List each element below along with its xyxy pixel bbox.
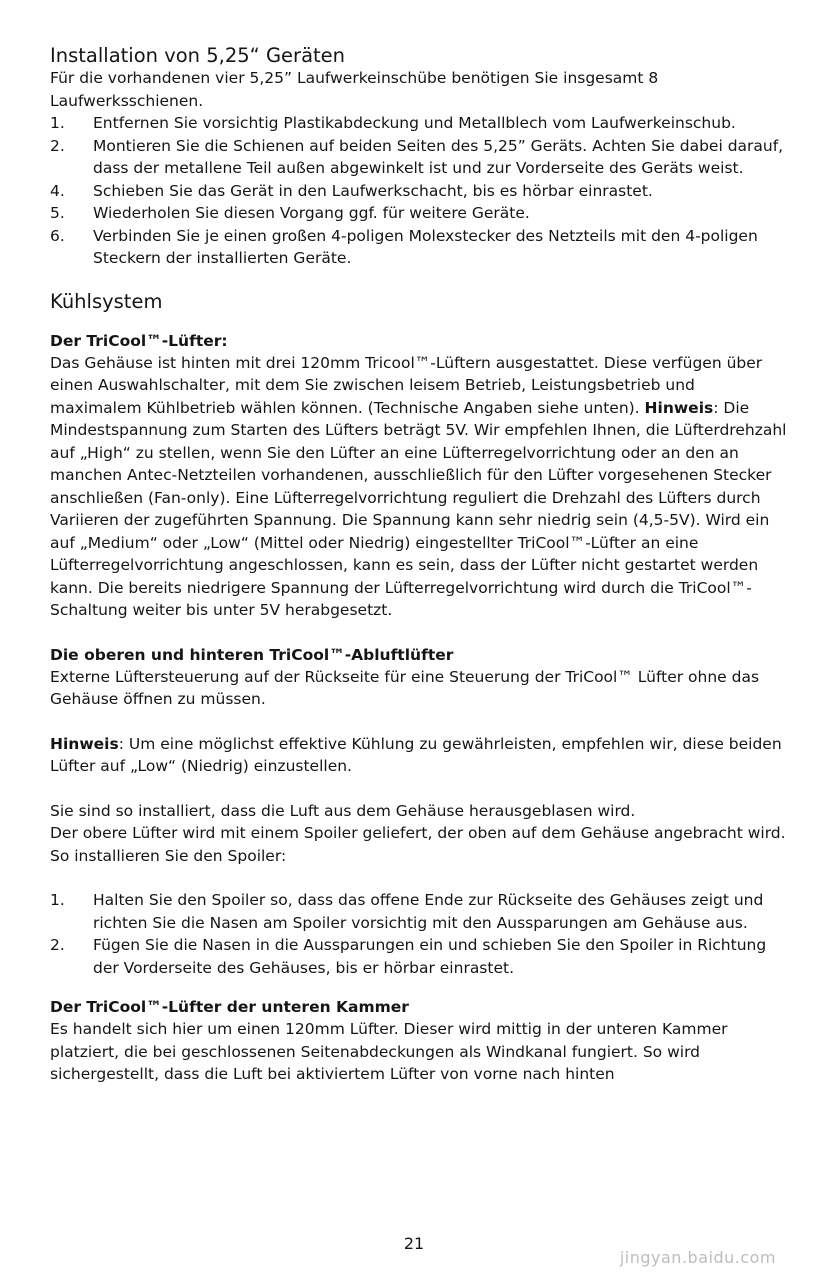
- installation-steps: [50, 112, 790, 270]
- list-item: 4. Schieben Sie das Gerät in den Laufwerkschacht, bis es hörbar einrastet.: [50, 181, 653, 200]
- tricool-heading: Der TriCool™-Lüfter:: [50, 331, 228, 350]
- list-item: 2. Montieren Sie die Schienen auf beiden Seiten des 5,25” Geräts. Achten Sie dabei darauf, dass der metallene Teil außen abgewinkelt ist und zur Vorderseite des Geräts weist.: [50, 136, 784, 177]
- lower-chamber-paragraph: Es handelt sich hier um einen 120mm Lüfter. Dieser wird mittig in der unteren Kammer platziert, die bei geschlossenen Seitenabdeckungen als Windkanal fungiert. So wird sichergestellt, dass die Luft bei aktiviertem Lüfter von vorne nach hinten: [50, 1020, 728, 1083]
- page-number: 21: [403, 1234, 425, 1253]
- list-item: 1. Entfernen Sie vorsichtig Plastikabdeckung und Metallblech vom Laufwerkeinschub.: [50, 114, 736, 132]
- spoiler-text: Der obere Lüfter wird mit einem Spoiler geliefert, der oben auf dem Gehäuse angebracht wird.: [50, 824, 786, 842]
- section-title-cooling: Kühlsystem: [50, 289, 163, 313]
- exhaust-paragraph: Externe Lüftersteuerung auf der Rückseite für eine Steuerung der TriCool™ Lüfter ohne das Gehäuse öffnen zu müssen.: [50, 667, 760, 708]
- spoiler-steps: [50, 889, 790, 979]
- list-item: 5. Wiederholen Sie diesen Vorgang ggf. für weitere Geräte.: [50, 204, 530, 222]
- exhaust-heading: Die oberen und hinteren TriCool™-Abluftlüfter: [50, 645, 454, 664]
- installation-intro: Für die vorhandenen vier 5,25” Laufwerkeinschübe benötigen Sie insgesamt 8 Laufwerksschienen.: [50, 69, 659, 110]
- exhaust-note: Hinweis: Um eine möglichst effektive Kühlung zu gewährleisten, empfehlen wir, diese beiden Lüfter auf „Low“ (Niedrig) einzustellen.: [50, 734, 782, 775]
- section-title-installation: Installation von 5,25“ Geräten: [50, 44, 346, 67]
- spoiler-install-intro: So installieren Sie den Spoiler:: [50, 846, 287, 865]
- watermark: jingyan.baidu.com: [619, 1248, 776, 1267]
- tricool-paragraph: Das Gehäuse ist hinten mit drei 120mm Tricool™-Lüftern ausgestattet. Diese verfügen über einen Auswahlschalter, mit dem Sie zwischen leisem Betrieb, Leistungsbetrieb und maximalem Kühlbetrieb wählen können. (Technische Angaben siehe unten). Hinweis: Die Mindestspannung zum Starten des Lüfters beträgt 5V. Wir empfehlen Ihnen, die Lüfterdrehzahl auf „High“ zu stellen, wenn Sie den Lüfter an eine Lüfterregelvorrichtung oder an den an manchen Antec-Netzteilen vorhandenen, ausschließlich für den Lüfter vorgesehenen Stecker anschließen (Fan-only). Eine Lüfterregelvorrichtung reguliert die Drehzahl des Lüfters durch Variieren der zugeführten Spannung. Die Spannung kann sehr niedrig sein (4,5-5V). Wird ein auf „Medium“ oder „Low“ (Mittel oder Niedrig) eingestellter TriCool™-Lüfter an eine Lüfterregelvorrichtung angeschlossen, kann es sein, dass der Lüfter nicht gestartet werden kann. Die bereits niedrigere Spannung der Lüfterregelvorrichtung wird durch die TriCool™-Schaltung weiter bis unter 5V herabgesetzt.: [50, 353, 787, 619]
- note-label: Hinweis: [644, 398, 714, 417]
- document-page: [50, 44, 790, 1086]
- list-item: 2. Fügen Sie die Nasen in die Aussparungen ein und schieben Sie den Spoiler in Richtung der Vorderseite des Gehäuses, bis er hörbar einrastet.: [50, 936, 767, 977]
- note-label: Hinweis: [50, 734, 119, 753]
- list-item: 6. Verbinden Sie je einen großen 4-poligen Molexstecker des Netzteils mit den 4-poligen Steckern der installierten Geräte.: [50, 226, 758, 267]
- exhaust-airflow-text: Sie sind so installiert, dass die Luft aus dem Gehäuse herausgeblasen wird.: [50, 801, 636, 820]
- list-item: 1. Halten Sie den Spoiler so, dass das offene Ende zur Rückseite des Gehäuses zeigt und richten Sie die Nasen am Spoiler vorsichtig mit den Aussparungen am Gehäuse aus.: [50, 891, 764, 932]
- lower-chamber-heading: Der TriCool™-Lüfter der unteren Kammer: [50, 998, 409, 1016]
